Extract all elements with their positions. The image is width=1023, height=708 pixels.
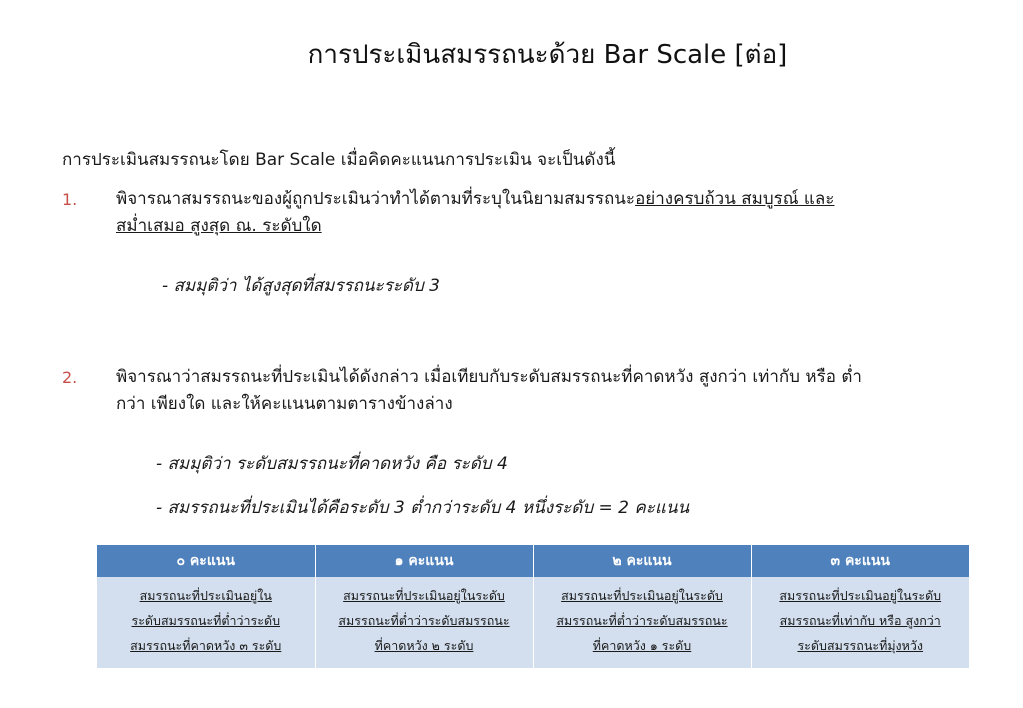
item-text: พิจารณาสมรรถนะของผู้ถูกประเมินว่าทำได้ตามที่ระบุในนิยามสมรรถนะ [116,189,636,209]
cell-line: สมรรถนะที่คาดหวัง ๓ ระดับ [130,638,282,653]
table-header: ๓ คะแนน [751,545,969,577]
table-header: ๒ คะแนน [533,545,751,577]
cell-line: สมรรถนะที่เท่ากับ หรือ สูงกว่า [779,613,941,628]
table-cell [533,577,751,668]
item-text-underlined: สม่ำเสมอ สูงสุด ณ. ระดับใด [116,216,322,236]
table-row [97,577,969,668]
cell-line: ระดับสมรรถนะที่มุ่งหวัง [797,638,924,653]
cell-line: สมรรถนะที่ต่ำว่าระดับสมรรถนะ [338,613,510,628]
table-cell [97,577,315,668]
bar-scale-table [97,545,969,668]
cell-line: ที่คาดหวัง ๒ ระดับ [374,638,474,653]
table-header-row [97,545,969,577]
cell-line: สมรรถนะที่ประเมินอยู่ในระดับ [779,588,942,603]
cell-line: ที่คาดหวัง ๑ ระดับ [592,638,692,653]
assumption-note: - สมมุติว่า ได้สูงสุดที่สมรรถนะระดับ 3 [162,276,440,296]
cell-line: สมรรถนะที่ประเมินอยู่ใน [139,588,272,603]
table-header: ๑ คะแนน [315,545,533,577]
list-number: 1. [62,190,78,209]
item-text: พิจารณาว่าสมรรถนะที่ประเมินได้ดังกล่าว เมื่อเทียบกับระดับสมรรถนะที่คาดหวัง สูงกว่า เท่ากับ หรือ ต่ำ [116,367,862,387]
slide-title: การประเมินสมรรถนะด้วย Bar Scale [ต่อ] [307,40,788,70]
cell-line: ระดับสมรรถนะที่ต่ำว่าระดับ [131,613,280,628]
list-item-body [116,364,1023,418]
table-cell [751,577,969,668]
assumption-note: - สมมุติว่า ระดับสมรรถนะที่คาดหวัง คือ ระดับ 4 [156,454,508,474]
table-cell [315,577,533,668]
table-header: ๐ คะแนน [97,545,315,577]
list-number: 2. [62,368,78,387]
cell-line: สมรรถนะที่ประเมินอยู่ในระดับ [343,588,505,603]
assumption-note: - สมรรถนะที่ประเมินได้คือระดับ 3 ต่ำกว่าระดับ 4 หนึ่งระดับ = 2 คะแนน [156,498,690,518]
item-text-underlined: อย่างครบถ้วน สมบูรณ์ และ [635,189,835,209]
intro-text: การประเมินสมรรถนะโดย Bar Scale เมื่อคิดคะแนนการประเมิน จะเป็นดังนี้ [62,150,616,170]
list-item-body [116,186,1006,240]
item-text: กว่า เพียงใด และให้คะแนนตามตารางข้างล่าง [116,394,453,414]
cell-line: สมรรถนะที่ต่ำว่าระดับสมรรถนะ [556,613,728,628]
cell-line: สมรรถนะที่ประเมินอยู่ในระดับ [561,588,723,603]
